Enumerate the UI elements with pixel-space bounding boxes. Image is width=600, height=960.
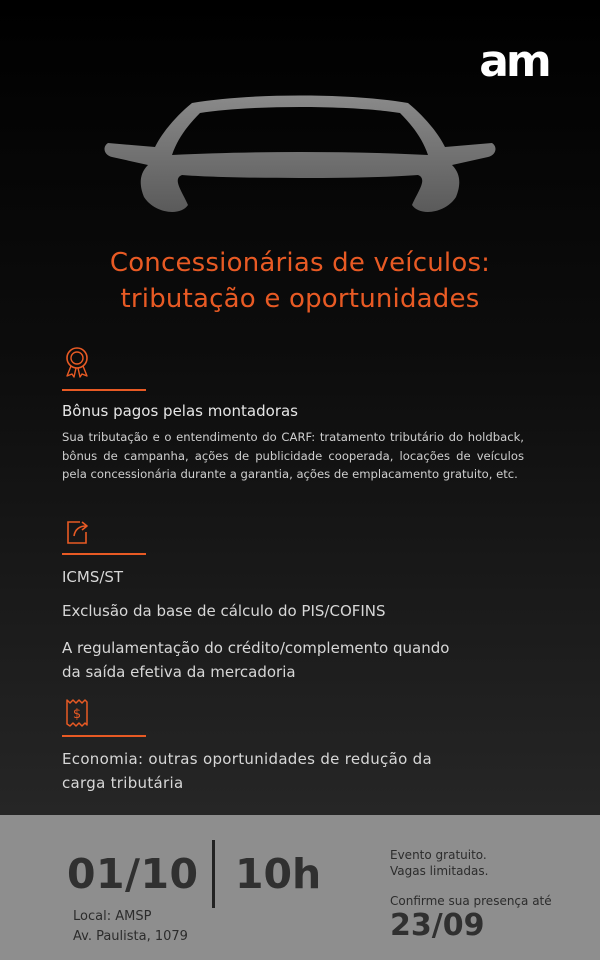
event-location-name: Local: AMSP (73, 909, 152, 924)
tax-item-pis-cofins: Exclusão da base de cálculo do PIS/COFINS (62, 602, 386, 620)
bonus-section-body: Sua tributação e o entendimento do CARF: tratamento tributário do holdback, bônus de campanha, ações de publicidade cooperada, locações de veículos pela concessionária durante a garantia, ações de emplacamento gratuito, etc. (62, 430, 524, 481)
date-time-divider (212, 840, 215, 908)
car-outline-icon (100, 95, 500, 225)
svg-text:am: am (479, 38, 549, 84)
headline-line-1: Concessionárias de veículos: (109, 248, 491, 278)
share-arrow-icon (62, 516, 92, 548)
confirm-date: 23/09 (390, 908, 485, 943)
svg-text:$: $ (72, 707, 82, 722)
free-event-note: Evento gratuito. (390, 848, 487, 862)
limited-seats-note: Vagas limitadas. (390, 864, 489, 878)
headline-line-2: tributação e oportunidades (120, 284, 480, 314)
event-time: 10h (235, 850, 322, 898)
section-divider (62, 389, 146, 391)
award-ribbon-icon (62, 346, 92, 378)
confirm-label: Confirme sua presença até (390, 894, 552, 908)
event-date: 01/10 (67, 850, 199, 898)
economy-line-1: Economia: outras oportunidades de redução da (62, 750, 432, 768)
receipt-dollar-icon (62, 697, 92, 729)
brand-logo (477, 38, 551, 84)
headline (0, 245, 600, 317)
bonus-section-title: Bônus pagos pelas montadoras (62, 402, 298, 420)
tax-item-credito-line-2: da saída efetiva da mercadoria (62, 663, 296, 681)
tax-item-icms: ICMS/ST (62, 568, 124, 586)
economy-line-2: carga tributária (62, 774, 184, 792)
section-divider (62, 735, 146, 737)
section-divider (62, 553, 146, 555)
event-location-address: Av. Paulista, 1079 (73, 929, 188, 944)
tax-item-credito-line-1: A regulamentação do crédito/complemento quando (62, 639, 450, 657)
